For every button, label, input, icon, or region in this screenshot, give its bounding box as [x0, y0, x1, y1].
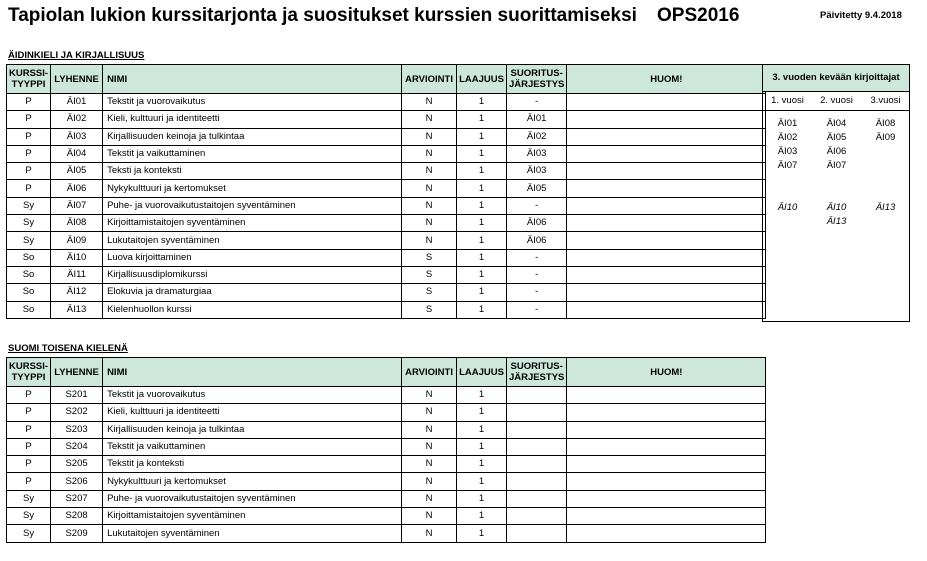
cell-huom [567, 128, 766, 145]
cell-suoritusjarjestys [506, 490, 566, 507]
curriculum-label: OPS2016 [657, 5, 740, 26]
cell-lyhenne: ÄI09 [51, 232, 103, 249]
cell-arviointi: N [402, 111, 457, 128]
cell-nimi: Kirjoittamistaitojen syventäminen [103, 215, 402, 232]
cell-laajuus: 1 [457, 421, 507, 438]
cell-kurssityyppi: P [7, 163, 51, 180]
cell-suoritusjarjestys [506, 456, 566, 473]
cell-nimi: Tekstit ja konteksti [103, 456, 402, 473]
table-row [7, 249, 766, 266]
cell-kurssityyppi: P [7, 421, 51, 438]
cell-huom [567, 145, 766, 162]
writers-course: ÄI08 [875, 118, 896, 129]
table-row [7, 266, 766, 283]
cell-suoritusjarjestys: ÄI05 [506, 180, 566, 197]
cell-suoritusjarjestys [506, 387, 566, 404]
cell-laajuus: 1 [457, 508, 507, 525]
cell-nimi: Tekstit ja vuorovaikutus [103, 387, 402, 404]
cell-arviointi: N [402, 128, 457, 145]
cell-laajuus: 1 [457, 525, 507, 542]
cell-lyhenne: ÄI01 [51, 94, 103, 111]
table-row [7, 387, 766, 404]
cell-kurssityyppi: P [7, 404, 51, 421]
cell-laajuus: 1 [457, 180, 507, 197]
cell-arviointi: S [402, 301, 457, 318]
cell-laajuus: 1 [457, 94, 507, 111]
cell-arviointi: N [402, 145, 457, 162]
cell-kurssityyppi: Sy [7, 215, 51, 232]
writers-course: ÄI10 [826, 202, 847, 213]
writers-panel [762, 64, 910, 322]
table-row [7, 163, 766, 180]
cell-lyhenne: ÄI07 [51, 197, 103, 214]
cell-laajuus: 1 [457, 473, 507, 490]
cell-lyhenne: ÄI08 [51, 215, 103, 232]
cell-huom [567, 215, 766, 232]
writers-course: ÄI13 [826, 216, 847, 227]
cell-nimi: Kielenhuollon kurssi [103, 301, 402, 318]
writers-course [812, 173, 861, 187]
table-row [7, 128, 766, 145]
cell-kurssityyppi: So [7, 301, 51, 318]
table-row [7, 111, 766, 128]
table-row [7, 508, 766, 525]
cell-laajuus: 1 [457, 111, 507, 128]
cell-laajuus: 1 [457, 249, 507, 266]
cell-lyhenne: S209 [51, 525, 103, 542]
cell-laajuus: 1 [457, 232, 507, 249]
cell-arviointi: N [402, 387, 457, 404]
cell-lyhenne: ÄI10 [51, 249, 103, 266]
cell-arviointi: S [402, 284, 457, 301]
table-row [7, 473, 766, 490]
writers-course: ÄI01 [777, 118, 798, 129]
writers-course: ÄI10 [777, 202, 798, 213]
cell-nimi: Puhe- ja vuorovaikutustaitojen syventäminen [103, 490, 402, 507]
col-header-lyhenne: LYHENNE [51, 65, 103, 94]
table-row [7, 421, 766, 438]
cell-nimi: Kieli, kulttuuri ja identiteetti [103, 111, 402, 128]
cell-huom [567, 266, 766, 283]
writers-col-3 [861, 92, 910, 215]
cell-nimi: Kirjallisuusdiplomikurssi [103, 266, 402, 283]
table-header-row [7, 358, 766, 387]
cell-laajuus: 1 [457, 163, 507, 180]
writers-course [763, 187, 812, 201]
cell-nimi: Lukutaitojen syventäminen [103, 232, 402, 249]
cell-lyhenne: S206 [51, 473, 103, 490]
cell-kurssityyppi: P [7, 387, 51, 404]
writers-course: ÄI02 [777, 132, 798, 143]
writers-course [861, 173, 910, 187]
cell-huom [567, 94, 766, 111]
cell-lyhenne: S204 [51, 438, 103, 455]
cell-nimi: Elokuvia ja dramaturgiaa [103, 284, 402, 301]
updated-date: Päivitetty 9.4.2018 [820, 10, 902, 21]
cell-nimi: Tekstit ja vuorovaikutus [103, 94, 402, 111]
writers-title: 3. vuoden kevään kirjoittajat [762, 64, 910, 92]
col-header-nimi: NIMI [103, 358, 402, 387]
cell-nimi: Kirjallisuuden keinoja ja tulkintaa [103, 128, 402, 145]
cell-nimi: Lukutaitojen syventäminen [103, 525, 402, 542]
writers-course [861, 187, 910, 201]
cell-kurssityyppi: Sy [7, 490, 51, 507]
cell-lyhenne: S201 [51, 387, 103, 404]
cell-kurssityyppi: P [7, 456, 51, 473]
table-row [7, 525, 766, 542]
cell-huom [567, 197, 766, 214]
table-row [7, 94, 766, 111]
writers-course [812, 187, 861, 201]
cell-suoritusjarjestys [506, 421, 566, 438]
cell-nimi: Kirjoittamistaitojen syventäminen [103, 508, 402, 525]
cell-suoritusjarjestys: ÄI06 [506, 232, 566, 249]
cell-arviointi: N [402, 232, 457, 249]
table-row [7, 145, 766, 162]
cell-kurssityyppi: P [7, 438, 51, 455]
col-header-kurssityyppi: KURSSI- TYYPPI [7, 65, 51, 94]
cell-nimi: Nykykulttuuri ja kertomukset [103, 473, 402, 490]
writers-col-1 [763, 92, 812, 215]
cell-huom [567, 284, 766, 301]
cell-lyhenne: ÄI02 [51, 111, 103, 128]
cell-nimi: Nykykulttuuri ja kertomukset [103, 180, 402, 197]
cell-huom [567, 180, 766, 197]
cell-lyhenne: ÄI03 [51, 128, 103, 145]
cell-arviointi: N [402, 215, 457, 232]
cell-suoritusjarjestys: - [506, 266, 566, 283]
cell-arviointi: N [402, 197, 457, 214]
cell-kurssityyppi: So [7, 284, 51, 301]
cell-lyhenne: S208 [51, 508, 103, 525]
cell-nimi: Tekstit ja vaikuttaminen [103, 145, 402, 162]
cell-arviointi: N [402, 438, 457, 455]
cell-suoritusjarjestys: - [506, 197, 566, 214]
cell-laajuus: 1 [457, 266, 507, 283]
cell-huom [567, 404, 766, 421]
col-header-kurssityyppi: KURSSI- TYYPPI [7, 358, 51, 387]
writers-course: ÄI04 [826, 118, 847, 129]
cell-arviointi: N [402, 94, 457, 111]
table-row [7, 456, 766, 473]
cell-laajuus: 1 [457, 197, 507, 214]
cell-kurssityyppi: Sy [7, 525, 51, 542]
writers-course: ÄI07 [777, 160, 798, 171]
col-header-suoritusjarjestys: SUORITUS- JÄRJESTYS [506, 358, 566, 387]
col-header-arviointi: ARVIOINTI [402, 358, 457, 387]
table-row [7, 180, 766, 197]
cell-arviointi: N [402, 525, 457, 542]
cell-laajuus: 1 [457, 215, 507, 232]
writers-col-label: 1. vuosi [763, 92, 812, 111]
cell-kurssityyppi: P [7, 473, 51, 490]
course-table-aidinkieli [6, 64, 766, 319]
writers-course: ÄI13 [875, 202, 896, 213]
cell-laajuus: 1 [457, 145, 507, 162]
writers-course: ÄI03 [777, 146, 798, 157]
cell-suoritusjarjestys: ÄI03 [506, 163, 566, 180]
section-title-aidinkieli: ÄIDINKIELI JA KIRJALLISUUS [8, 50, 145, 61]
cell-huom [567, 508, 766, 525]
cell-huom [567, 111, 766, 128]
cell-arviointi: N [402, 508, 457, 525]
cell-kurssityyppi: Sy [7, 232, 51, 249]
cell-laajuus: 1 [457, 387, 507, 404]
writers-course [861, 145, 910, 159]
cell-nimi: Kirjallisuuden keinoja ja tulkintaa [103, 421, 402, 438]
cell-lyhenne: S203 [51, 421, 103, 438]
col-header-suoritusjarjestys: SUORITUS- JÄRJESTYS [506, 65, 566, 94]
cell-nimi: Luova kirjoittaminen [103, 249, 402, 266]
cell-arviointi: N [402, 180, 457, 197]
cell-suoritusjarjestys: ÄI06 [506, 215, 566, 232]
writers-course: ÄI07 [826, 160, 847, 171]
cell-suoritusjarjestys: - [506, 249, 566, 266]
cell-nimi: Kieli, kulttuuri ja identiteetti [103, 404, 402, 421]
table-row [7, 301, 766, 318]
cell-suoritusjarjestys [506, 473, 566, 490]
cell-arviointi: N [402, 404, 457, 421]
cell-arviointi: N [402, 490, 457, 507]
cell-huom [567, 163, 766, 180]
col-header-laajuus: LAAJUUS [457, 358, 507, 387]
cell-kurssityyppi: P [7, 128, 51, 145]
cell-lyhenne: ÄI04 [51, 145, 103, 162]
col-header-huom: HUOM! [567, 358, 766, 387]
cell-laajuus: 1 [457, 404, 507, 421]
cell-kurssityyppi: So [7, 249, 51, 266]
col-header-lyhenne: LYHENNE [51, 358, 103, 387]
cell-lyhenne: S202 [51, 404, 103, 421]
writers-col-2 [812, 92, 861, 229]
cell-huom [567, 421, 766, 438]
cell-suoritusjarjestys: ÄI03 [506, 145, 566, 162]
cell-kurssityyppi: So [7, 266, 51, 283]
cell-suoritusjarjestys [506, 525, 566, 542]
writers-course [763, 173, 812, 187]
cell-suoritusjarjestys: - [506, 301, 566, 318]
cell-arviointi: N [402, 421, 457, 438]
cell-nimi: Tekstit ja vaikuttaminen [103, 438, 402, 455]
course-table-s2 [6, 357, 766, 543]
cell-huom [567, 456, 766, 473]
cell-huom [567, 301, 766, 318]
table-row [7, 232, 766, 249]
cell-lyhenne: ÄI11 [51, 266, 103, 283]
cell-suoritusjarjestys: - [506, 284, 566, 301]
cell-huom [567, 249, 766, 266]
table-row [7, 490, 766, 507]
cell-laajuus: 1 [457, 438, 507, 455]
cell-laajuus: 1 [457, 490, 507, 507]
cell-arviointi: N [402, 456, 457, 473]
cell-kurssityyppi: P [7, 145, 51, 162]
cell-huom [567, 473, 766, 490]
cell-lyhenne: ÄI06 [51, 180, 103, 197]
cell-nimi: Puhe- ja vuorovaikutustaitojen syventäminen [103, 197, 402, 214]
writers-course [861, 159, 910, 173]
table-row [7, 197, 766, 214]
col-header-nimi: NIMI [103, 65, 402, 94]
table-row [7, 215, 766, 232]
cell-arviointi: N [402, 163, 457, 180]
cell-lyhenne: S207 [51, 490, 103, 507]
cell-laajuus: 1 [457, 456, 507, 473]
table-row [7, 438, 766, 455]
cell-lyhenne: ÄI12 [51, 284, 103, 301]
table-row [7, 284, 766, 301]
section-title-s2: SUOMI TOISENA KIELENÄ [8, 343, 128, 354]
cell-huom [567, 232, 766, 249]
cell-huom [567, 525, 766, 542]
table-row [7, 404, 766, 421]
writers-box [762, 92, 910, 322]
cell-suoritusjarjestys: ÄI01 [506, 111, 566, 128]
cell-kurssityyppi: P [7, 180, 51, 197]
cell-laajuus: 1 [457, 284, 507, 301]
cell-huom [567, 387, 766, 404]
cell-lyhenne: ÄI13 [51, 301, 103, 318]
cell-suoritusjarjestys: ÄI02 [506, 128, 566, 145]
cell-lyhenne: S205 [51, 456, 103, 473]
cell-kurssityyppi: Sy [7, 508, 51, 525]
cell-arviointi: S [402, 249, 457, 266]
cell-suoritusjarjestys [506, 508, 566, 525]
cell-kurssityyppi: P [7, 111, 51, 128]
writers-col-label: 3.vuosi [861, 92, 910, 111]
col-header-laajuus: LAAJUUS [457, 65, 507, 94]
table-header-row [7, 65, 766, 94]
cell-nimi: Teksti ja konteksti [103, 163, 402, 180]
cell-kurssityyppi: Sy [7, 197, 51, 214]
cell-suoritusjarjestys [506, 404, 566, 421]
writers-col-label: 2. vuosi [812, 92, 861, 111]
page-title: Tapiolan lukion kurssitarjonta ja suositukset kurssien suorittamiseksi [8, 5, 637, 26]
cell-arviointi: S [402, 266, 457, 283]
cell-suoritusjarjestys [506, 438, 566, 455]
writers-course: ÄI05 [826, 132, 847, 143]
cell-huom [567, 438, 766, 455]
col-header-huom: HUOM! [567, 65, 766, 94]
cell-lyhenne: ÄI05 [51, 163, 103, 180]
cell-kurssityyppi: P [7, 94, 51, 111]
cell-suoritusjarjestys: - [506, 94, 566, 111]
cell-huom [567, 490, 766, 507]
cell-arviointi: N [402, 473, 457, 490]
col-header-arviointi: ARVIOINTI [402, 65, 457, 94]
writers-course: ÄI06 [826, 146, 847, 157]
cell-laajuus: 1 [457, 301, 507, 318]
writers-course: ÄI09 [875, 132, 896, 143]
cell-laajuus: 1 [457, 128, 507, 145]
